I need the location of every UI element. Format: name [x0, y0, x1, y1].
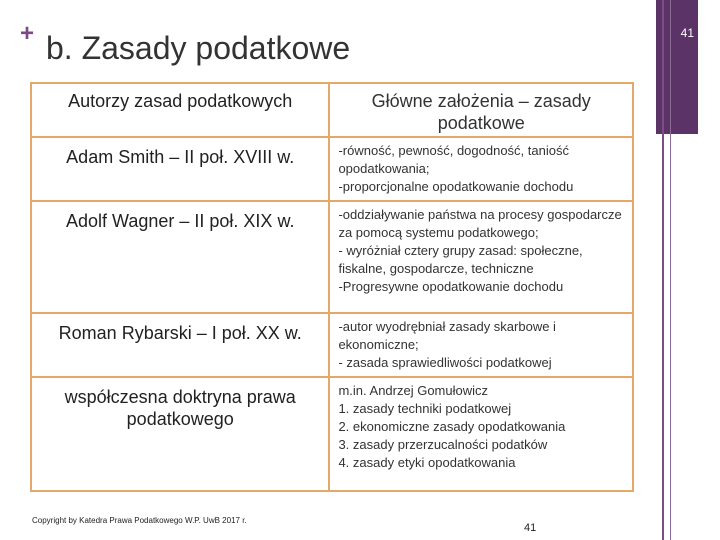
table-row [31, 377, 633, 491]
side-line-light [670, 0, 671, 540]
table-row [31, 201, 633, 313]
principles-cell: m.in. Andrzej Gomułowicz 1. zasady techniki podatkowej 2. ekonomiczne zasady opodatkowania 3. zasady przerzucalności podatków 4. zasady etyki opodatkowania [329, 377, 633, 491]
copyright-footer: Copyright by Katedra Prawa Podatkowego W.P. UwB 2017 r. [32, 516, 247, 525]
principles-cell: -równość, pewność, dogodność, taniość opodatkowania; -proporcjonalne opodatkowanie dochodu [329, 137, 633, 201]
table-row [31, 313, 633, 377]
header-authors: Autorzy zasad podatkowych [31, 83, 329, 137]
author-cell: Roman Rybarski – I poł. XX w. [31, 313, 329, 377]
table-header-row [31, 83, 633, 137]
slide-title: b. Zasady podatkowe [46, 30, 351, 66]
side-line-dark [662, 0, 664, 540]
plus-bullet-icon: + [20, 20, 35, 47]
slide-number-top: 41 [680, 26, 694, 40]
slide-number-bottom: 41 [524, 522, 537, 534]
principles-cell: -autor wyodrębniał zasady skarbowe i ekonomiczne; - zasada sprawiedliwości podatkowej [329, 313, 633, 377]
author-cell: Adam Smith – II poł. XVIII w. [31, 137, 329, 201]
author-cell: współczesna doktryna prawa podatkowego [31, 377, 329, 491]
author-cell: Adolf Wagner – II poł. XIX w. [31, 201, 329, 313]
principles-cell: -oddziaływanie państwa na procesy gospodarcze za pomocą systemu podatkowego; - wyróżniał cztery grupy zasad: społeczne, fiskalne, gospodarcze, techniczne -Progresywne opodatkowanie dochodu [329, 201, 633, 313]
header-principles: Główne założenia – zasady podatkowe [329, 83, 633, 137]
principles-table [30, 82, 634, 492]
decorative-side-bar [656, 0, 720, 540]
table-row [31, 137, 633, 201]
